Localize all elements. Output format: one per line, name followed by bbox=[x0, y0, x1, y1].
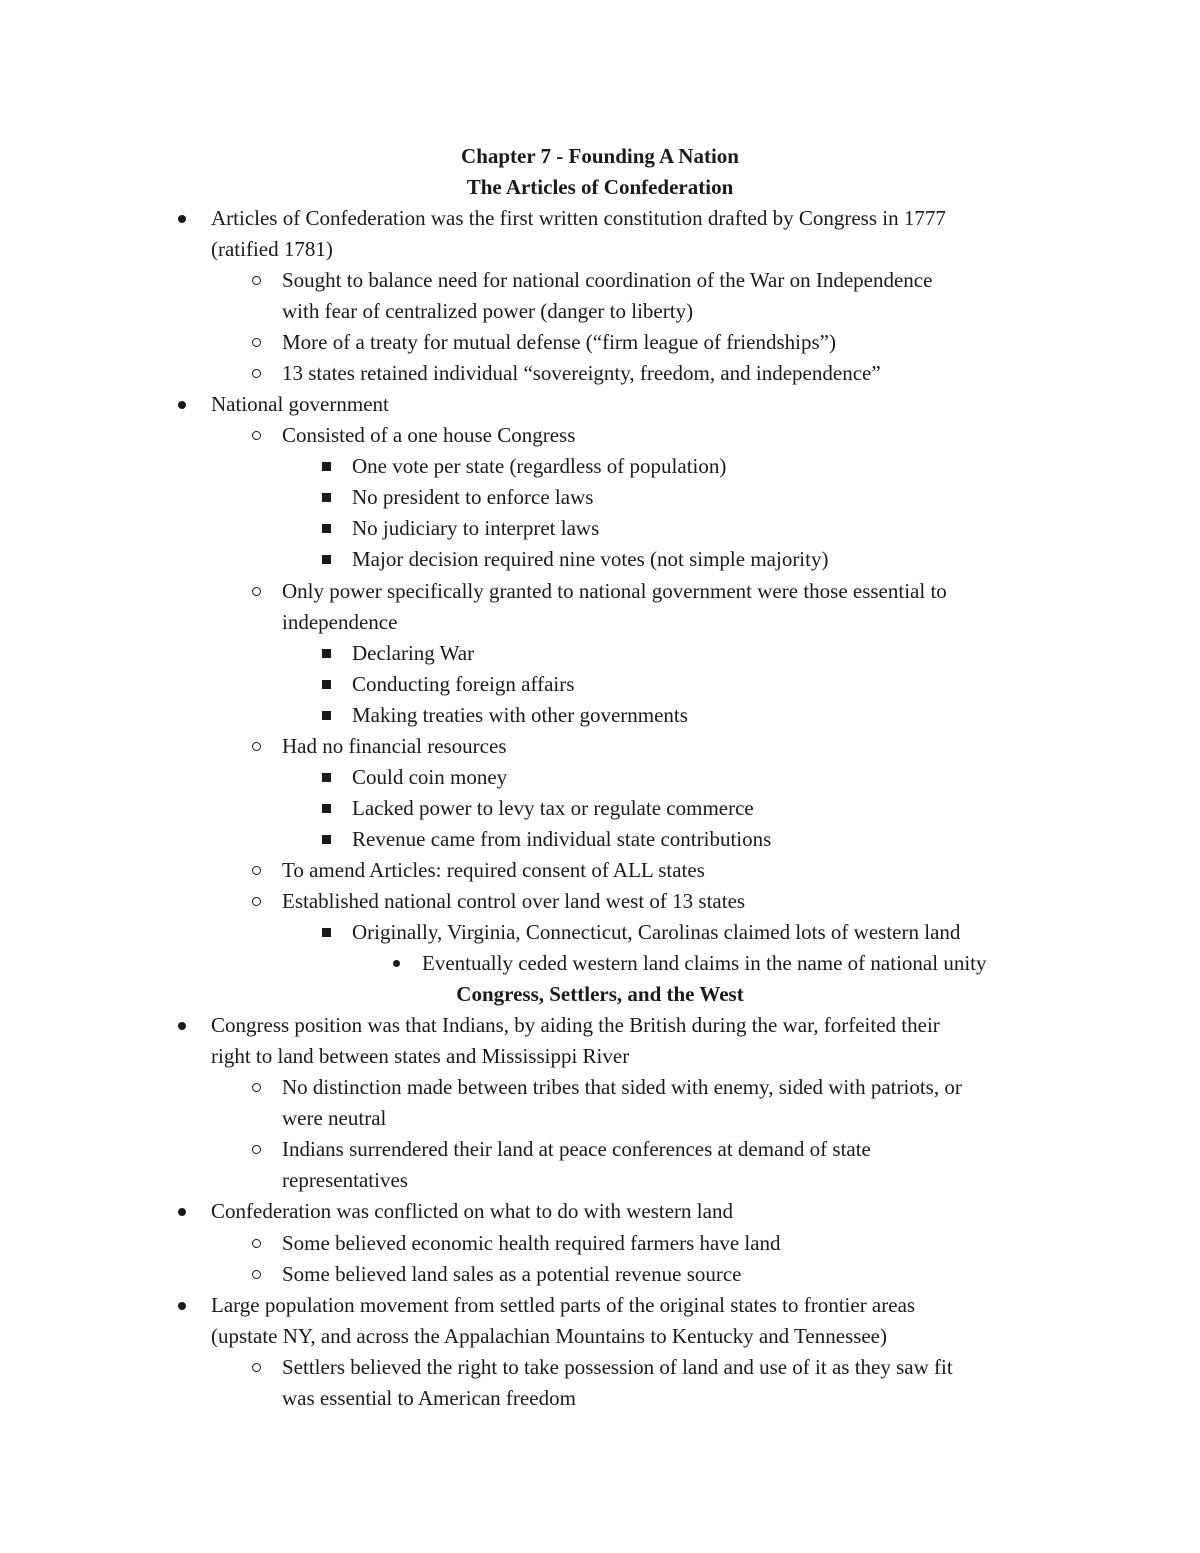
sub-bullet-icon bbox=[246, 327, 266, 358]
list-item: Articles of Confederation was the first written constitution drafted by Congress in 1777 bbox=[211, 206, 946, 230]
list-item: No president to enforce laws bbox=[352, 485, 594, 509]
list-item: No distinction made between tribes that sided with enemy, sided with patriots, or bbox=[282, 1075, 962, 1099]
square-bullet-icon bbox=[316, 824, 336, 855]
list-item: Confederation was conflicted on what to do with western land bbox=[211, 1199, 733, 1223]
list-item-continuation: right to land between states and Mississippi River bbox=[211, 1044, 630, 1068]
list-item: Had no financial resources bbox=[282, 734, 507, 758]
list-item: Settlers believed the right to take possession of land and use of it as they saw fit bbox=[282, 1355, 953, 1379]
list-item: Sought to balance need for national coordination of the War on Independence bbox=[282, 268, 933, 292]
list-item: One vote per state (regardless of population) bbox=[352, 454, 727, 478]
list-item-continuation: (ratified 1781) bbox=[211, 237, 333, 261]
square-bullet-icon bbox=[316, 793, 336, 824]
list-item: Declaring War bbox=[352, 641, 475, 665]
list-item: Some believed land sales as a potential revenue source bbox=[282, 1262, 742, 1286]
list-item: Large population movement from settled parts of the original states to frontier areas bbox=[211, 1293, 916, 1317]
list-item-continuation: with fear of centralized power (danger to liberty) bbox=[282, 299, 694, 323]
list-item: Only power specifically granted to national government were those essential to bbox=[282, 579, 947, 603]
sub-bullet-icon bbox=[246, 1352, 266, 1383]
list-item-continuation: independence bbox=[282, 610, 398, 634]
list-item: Some believed economic health required farmers have land bbox=[282, 1231, 781, 1255]
list-item: Could coin money bbox=[352, 765, 508, 789]
document-title: Chapter 7 - Founding A Nation bbox=[461, 144, 739, 168]
list-item: National government bbox=[211, 392, 389, 416]
list-item-continuation: were neutral bbox=[282, 1106, 387, 1130]
sub-bullet-icon bbox=[246, 420, 266, 451]
list-item: 13 states retained individual “sovereignty, freedom, and independence” bbox=[282, 361, 881, 385]
list-item-continuation: (upstate NY, and across the Appalachian Mountains to Kentucky and Tennessee) bbox=[211, 1324, 887, 1348]
list-item: Consisted of a one house Congress bbox=[282, 423, 576, 447]
square-bullet-icon bbox=[316, 762, 336, 793]
bullet-icon bbox=[386, 948, 406, 979]
list-item: No judiciary to interpret laws bbox=[352, 516, 600, 540]
list-item: Revenue came from individual state contributions bbox=[352, 827, 772, 851]
list-item: Conducting foreign affairs bbox=[352, 672, 575, 696]
bullet-icon bbox=[172, 203, 192, 234]
square-bullet-icon bbox=[316, 482, 336, 513]
square-bullet-icon bbox=[316, 513, 336, 544]
sub-bullet-icon bbox=[246, 731, 266, 762]
square-bullet-icon bbox=[316, 638, 336, 669]
list-item: Major decision required nine votes (not simple majority) bbox=[352, 547, 829, 571]
square-bullet-icon bbox=[316, 700, 336, 731]
section-heading-articles: The Articles of Confederation bbox=[466, 175, 734, 199]
square-bullet-icon bbox=[316, 544, 336, 575]
sub-bullet-icon bbox=[246, 265, 266, 296]
sub-bullet-icon bbox=[246, 886, 266, 917]
list-item: Established national control over land west of 13 states bbox=[282, 889, 746, 913]
list-item: To amend Articles: required consent of ALL states bbox=[282, 858, 705, 882]
list-item: Indians surrendered their land at peace conferences at demand of state bbox=[282, 1137, 871, 1161]
bullet-icon bbox=[172, 1196, 192, 1227]
sub-bullet-icon bbox=[246, 1259, 266, 1290]
list-item-continuation: was essential to American freedom bbox=[282, 1386, 576, 1410]
bullet-icon bbox=[172, 1010, 192, 1041]
list-item: Lacked power to levy tax or regulate commerce bbox=[352, 796, 754, 820]
list-item: Congress position was that Indians, by aiding the British during the war, forfeited their bbox=[211, 1013, 940, 1037]
square-bullet-icon bbox=[316, 451, 336, 482]
square-bullet-icon bbox=[316, 917, 336, 948]
list-item: Originally, Virginia, Connecticut, Carolinas claimed lots of western land bbox=[352, 920, 961, 944]
section-heading-west: Congress, Settlers, and the West bbox=[456, 982, 744, 1006]
square-bullet-icon bbox=[316, 669, 336, 700]
bullet-icon bbox=[172, 1290, 192, 1321]
sub-bullet-icon bbox=[246, 358, 266, 389]
sub-bullet-icon bbox=[246, 1228, 266, 1259]
sub-bullet-icon bbox=[246, 1072, 266, 1103]
list-item: Making treaties with other governments bbox=[352, 703, 688, 727]
list-item: More of a treaty for mutual defense (“firm league of friendships”) bbox=[282, 330, 836, 354]
list-item: Eventually ceded western land claims in the name of national unity bbox=[422, 951, 987, 975]
sub-bullet-icon bbox=[246, 855, 266, 886]
list-item-continuation: representatives bbox=[282, 1168, 408, 1192]
sub-bullet-icon bbox=[246, 1134, 266, 1165]
sub-bullet-icon bbox=[246, 576, 266, 607]
bullet-icon bbox=[172, 389, 192, 420]
